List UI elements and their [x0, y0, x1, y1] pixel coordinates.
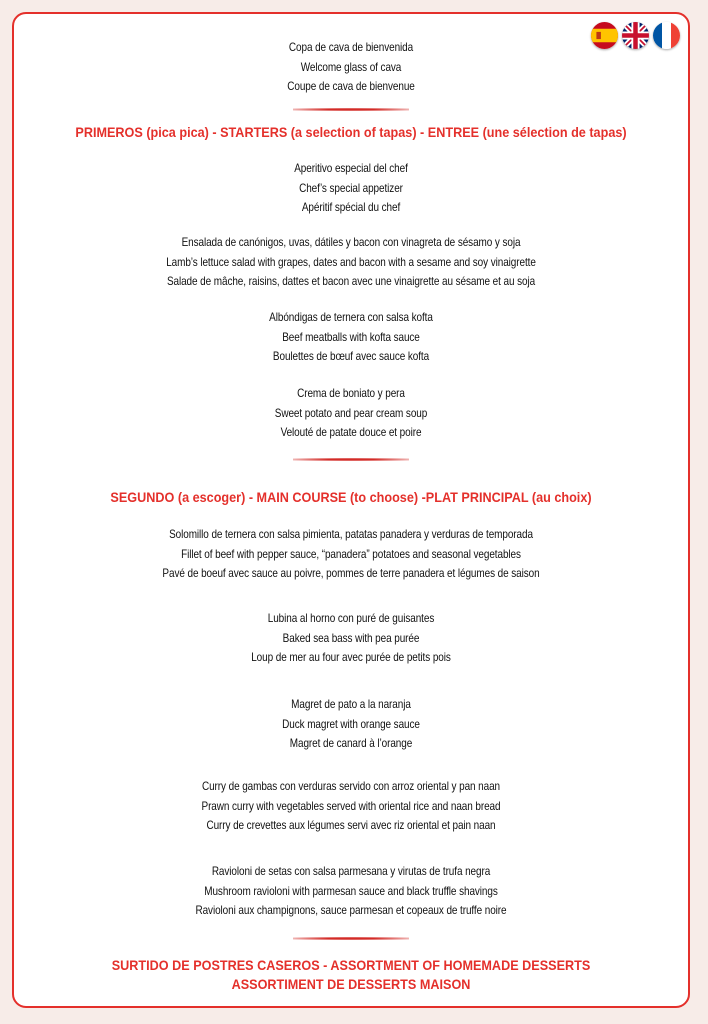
- welcome-en: Welcome glass of cava: [300, 60, 402, 74]
- item-en: Fillet of beef with pepper sauce, “panadera” potatoes and seasonal vegetables: [181, 547, 521, 561]
- item-en: Lamb’s lettuce salad with grapes, dates and bacon with a sesame and soy vinaigrette: [166, 255, 536, 269]
- item-en: Chef’s special appetizer: [299, 181, 403, 195]
- item-es: Solomillo de ternera con salsa pimienta, patatas panadera y verduras de temporada: [169, 528, 533, 541]
- item-en: Duck magret with orange sauce: [282, 717, 420, 731]
- section-divider: [293, 108, 409, 111]
- main-item: [61, 695, 641, 754]
- desserts-heading-line1: SURTIDO DE POSTRES CASEROS - ASSORTMENT OF HOMEMADE DESSERTS: [111, 958, 591, 973]
- item-es: Ensalada de canónigos, uvas, dátiles y bacon con vinagreta de sésamo y soja: [181, 236, 521, 249]
- item-fr: Loup de mer au four avec purée de petits pois: [251, 651, 451, 664]
- item-en: Sweet potato and pear cream soup: [274, 406, 428, 420]
- starter-item: [61, 233, 641, 292]
- item-fr: Boulettes de bœuf avec sauce kofta: [272, 350, 430, 363]
- item-es: Magret de pato a la naranja: [291, 698, 411, 711]
- section-divider: [293, 937, 409, 940]
- starter-item: [61, 308, 641, 367]
- item-en: Mushroom ravioloni with parmesan sauce and black truffle shavings: [204, 884, 498, 898]
- item-es: Ravioloni de setas con salsa parmesana y virutas de trufa negra: [211, 865, 491, 878]
- item-fr: Apéritif spécial du chef: [301, 201, 401, 214]
- mains-heading: SEGUNDO (a escoger) - MAIN COURSE (to choose) -PLAT PRINCIPAL (au choix): [110, 490, 592, 505]
- item-en: Baked sea bass with pea purée: [282, 631, 420, 645]
- item-es: Albóndigas de ternera con salsa kofta: [269, 311, 433, 324]
- main-item: [61, 862, 641, 921]
- item-fr: Pavé de boeuf avec sauce au poivre, pommes de terre panadera et légumes de saison: [162, 567, 540, 580]
- france-flag-icon[interactable]: [653, 22, 680, 49]
- starters-heading: PRIMEROS (pica pica) - STARTERS (a selection of tapas) - ENTREE (une sélection de tapas): [75, 125, 627, 140]
- starter-item: [61, 384, 641, 443]
- desserts-heading-line2: ASSORTIMENT DE DESSERTS MAISON: [231, 977, 471, 992]
- welcome-fr: Coupe de cava de bienvenue: [287, 80, 415, 93]
- menu-card: [12, 12, 690, 1008]
- item-es: Crema de boniato y pera: [297, 387, 405, 400]
- main-item: [61, 609, 641, 668]
- item-es: Curry de gambas con verduras servido con arroz oriental y pan naan: [201, 780, 501, 793]
- item-es: Lubina al horno con puré de guisantes: [267, 612, 435, 625]
- main-item: [61, 777, 641, 836]
- item-fr: Salade de mâche, raisins, dattes et bacon avec une vinaigrette au sésame et au soja: [166, 275, 536, 288]
- main-item: [61, 525, 641, 584]
- item-en: Prawn curry with vegetables served with oriental rice and naan bread: [201, 799, 501, 813]
- welcome-drink: [61, 38, 641, 97]
- item-fr: Velouté de patate douce et poire: [280, 426, 422, 439]
- item-fr: Curry de crevettes aux légumes servi avec riz oriental et pain naan: [206, 819, 496, 832]
- welcome-es: Copa de cava de bienvenida: [288, 41, 414, 54]
- item-es: Aperitivo especial del chef: [294, 162, 408, 175]
- item-fr: Ravioloni aux champignons, sauce parmesan et copeaux de truffe noire: [195, 904, 507, 917]
- item-en: Beef meatballs with kofta sauce: [282, 330, 420, 344]
- item-fr: Magret de canard à l’orange: [289, 737, 413, 750]
- section-divider: [293, 458, 409, 461]
- starter-item: [61, 159, 641, 218]
